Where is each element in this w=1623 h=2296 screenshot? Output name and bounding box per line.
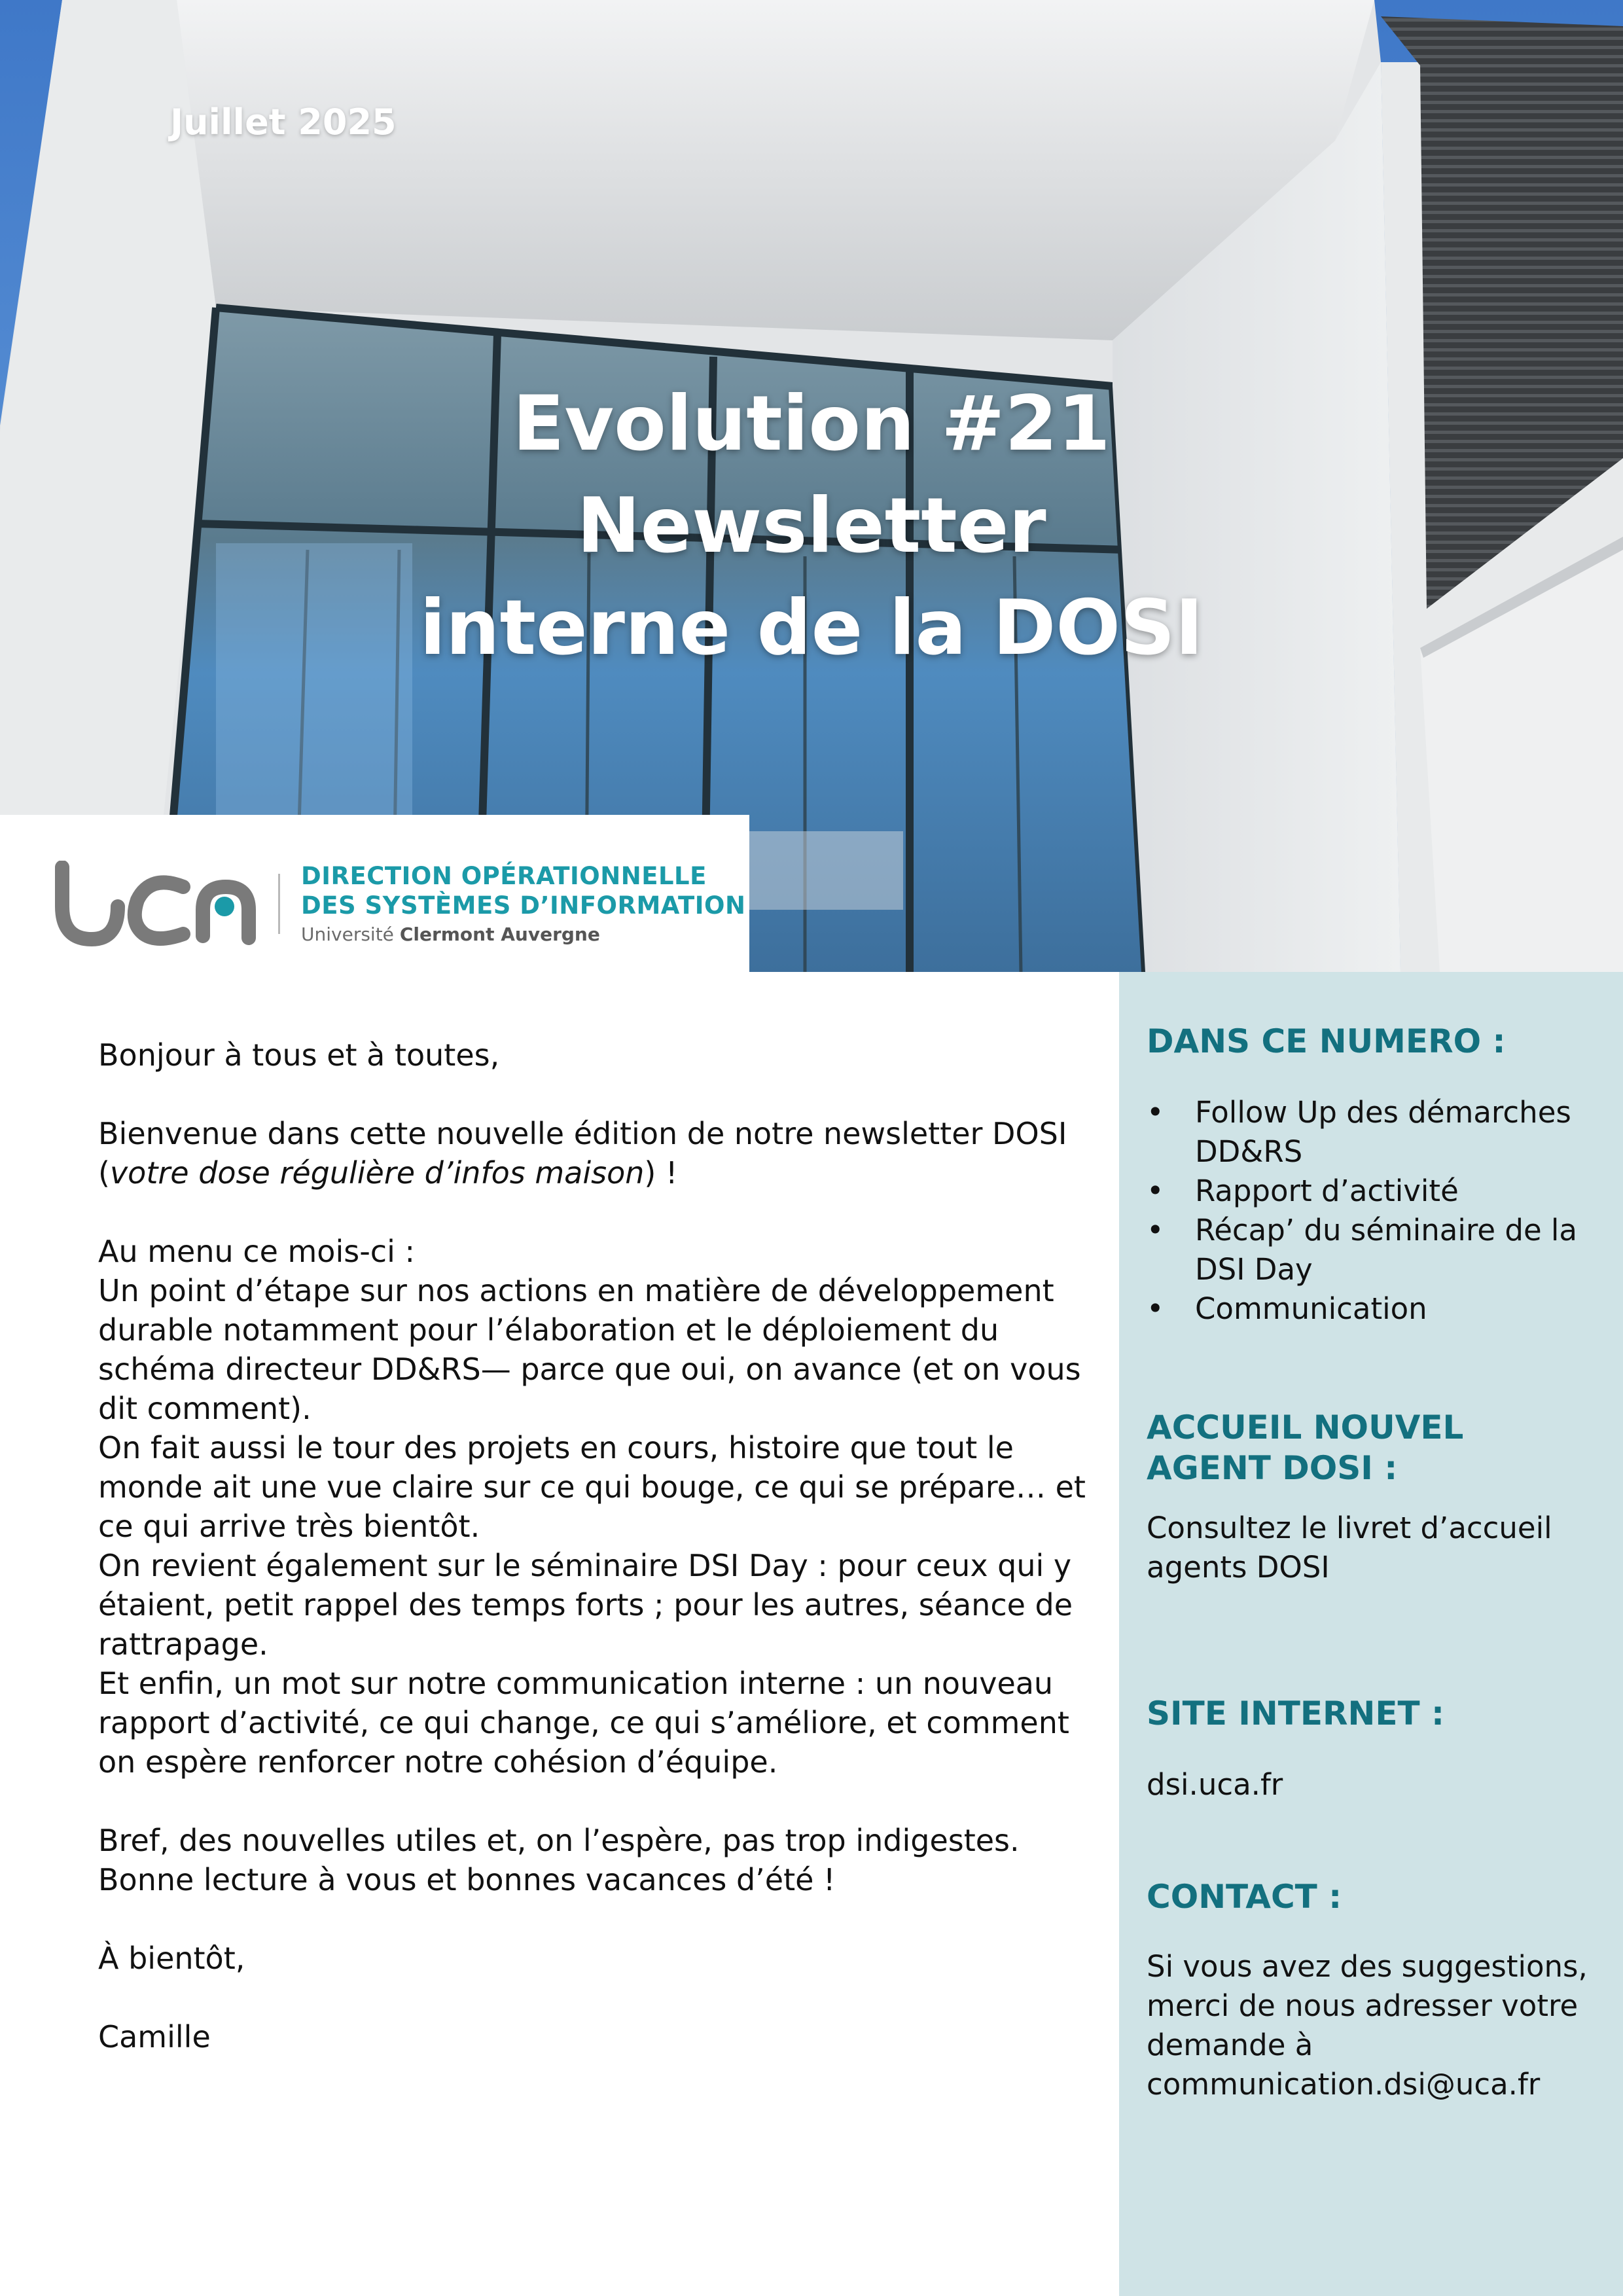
in-this-issue-heading: DANS CE NUMERO : — [1147, 1022, 1506, 1060]
contact-text: Si vous avez des suggestions, merci de nous adresser votre demande à communication.dsi@uca.fr — [1147, 1949, 1588, 2102]
title-line-2: Newsletter — [577, 482, 1046, 570]
menu-title: Au menu ce mois-ci : — [98, 1234, 415, 1269]
welcome-agent-heading-1: ACCUEIL NOUVEL — [1147, 1408, 1464, 1446]
uca-logo — [52, 861, 268, 959]
welcome-agent-heading-2: AGENT DOSI : — [1147, 1449, 1398, 1487]
logo-divider — [278, 874, 280, 934]
list-item: • Récap’ du séminaire de la DSI Day — [1147, 1211, 1623, 1289]
logo-university-prefix: Université — [301, 924, 400, 945]
welcome-italic: votre dose régulière d’infos maison — [109, 1155, 645, 1191]
menu-paragraph-1: Un point d’étape sur nos actions en matière de développement durable notamment pour l’élaboration et le déploiement du schéma directeur DD&RS— parce que oui, on avance (et on vous dit comment). — [98, 1273, 1081, 1426]
contact-heading: CONTACT : — [1147, 1878, 1342, 1916]
greeting: Bonjour à tous et à toutes, — [98, 1037, 500, 1073]
sidebar — [1119, 972, 1623, 2296]
welcome-paragraph — [98, 1114, 1099, 1193]
list-item: • Communication — [1147, 1289, 1623, 1329]
issue-contents-list — [1147, 1093, 1623, 1329]
menu-paragraph-4: Et enfin, un mot sur notre communication interne : un nouveau rapport d’activité, ce qui change, ce qui s’améliore, et comment on espère renforcer notre cohésion d’équipe. — [98, 1666, 1069, 1780]
newsletter-title — [0, 373, 1623, 679]
dosi-logo-block — [0, 815, 749, 972]
menu-paragraph-3: On revient également sur le séminaire DSI Day : pour ceux qui y étaient, petit rappel des temps forts ; pour les autres, séance de rattrapage. — [98, 1548, 1073, 1662]
closing-line-1: Bref, des nouvelles utiles et, on l’espère, pas trop indigestes. — [98, 1823, 1020, 1858]
signoff: À bientôt, — [98, 1941, 245, 1976]
welcome-text-1: Bienvenue dans cette nouvelle édition de notre newsletter DOSI ( — [98, 1116, 1067, 1191]
website-link[interactable]: dsi.uca.fr — [1147, 1767, 1283, 1802]
closing-line-2: Bonne lecture à vous et bonnes vacances d’été ! — [98, 1862, 836, 1897]
menu-paragraph-2: On fait aussi le tour des projets en cours, histoire que tout le monde ait une vue claire sur ce qui bouge, ce qui se prépare… et ce qui arrive très bientôt. — [98, 1430, 1086, 1544]
logo-text-line2: DES SYSTÈMES D’INFORMATION — [301, 891, 746, 920]
logo-university-name: Clermont Auvergne — [399, 924, 600, 945]
welcome-text-2: ) ! — [644, 1155, 678, 1191]
welcome-booklet-link[interactable]: Consultez le livret d’accueil agents DOSI — [1147, 1511, 1552, 1585]
list-item: • Follow Up des démarches DD&RS — [1147, 1093, 1623, 1172]
editorial — [98, 1035, 1099, 2056]
title-line-3: interne de la DOSI — [419, 584, 1204, 672]
website-heading: SITE INTERNET : — [1147, 1695, 1445, 1732]
list-item: • Rapport d’activité — [1147, 1172, 1623, 1211]
logo-text-line1: DIRECTION OPÉRATIONNELLE — [301, 862, 707, 890]
signature: Camille — [98, 2019, 211, 2054]
issue-date: Juillet 2025 — [170, 101, 397, 143]
logo-text-line3 — [301, 924, 600, 945]
title-line-1: Evolution #21 — [512, 380, 1111, 468]
